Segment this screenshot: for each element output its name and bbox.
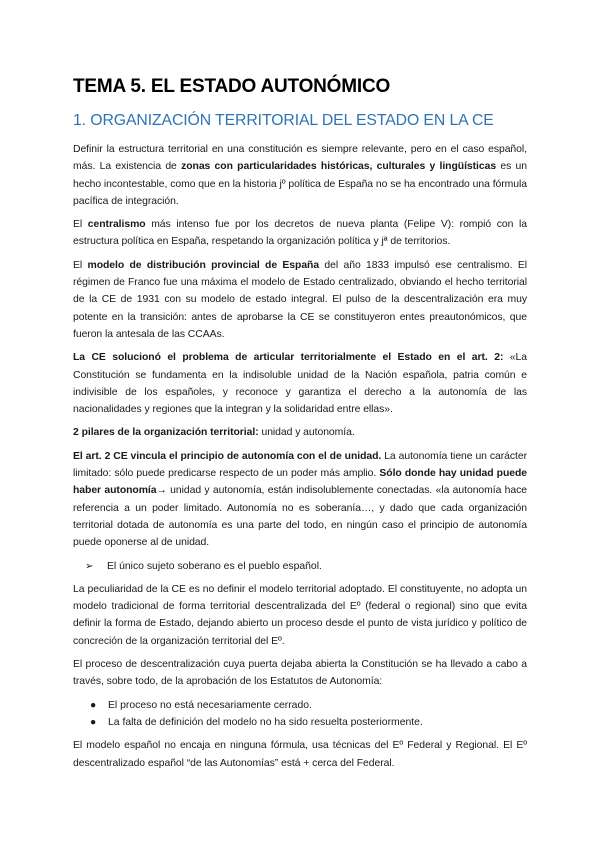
section-heading: 1. ORGANIZACIÓN TERRITORIAL DEL ESTADO EN LA CE bbox=[73, 112, 494, 129]
bold-run: 2 pilares de la organización territorial: bbox=[73, 427, 259, 439]
page-title: TEMA 5. EL ESTADO AUTONÓMICO bbox=[73, 76, 391, 97]
text-run: más intenso fue por los decretos de nueva planta (Felipe V): rompió con la estructura política en España, respetando la organización política y jª de territorios. bbox=[73, 219, 527, 248]
list-item-text: La falta de definición del modelo no ha sido resuelta posteriormente. bbox=[108, 716, 423, 728]
bold-run: La CE solucionó el problema de articular territorialmente el Estado en el art. 2: bbox=[73, 352, 504, 364]
list-item-text: El único sujeto soberano es el pueblo español. bbox=[107, 560, 322, 572]
list-item bbox=[90, 697, 527, 714]
text-run: El bbox=[73, 259, 88, 271]
arrow-list bbox=[73, 558, 527, 575]
bold-run: centralismo bbox=[87, 219, 146, 231]
bullet-list bbox=[73, 697, 527, 732]
bold-run: modelo de distribución provincial de España bbox=[87, 259, 320, 271]
text-run: El bbox=[73, 219, 88, 231]
paragraph-proceso: El proceso de descentralización cuya puerta dejaba abierta la Constitución se ha llevado a cabo a través, sobre todo, de la aprobación de los Estatutos de Autonomía: bbox=[73, 659, 527, 688]
list-item bbox=[85, 558, 527, 575]
bold-run: El art. 2 CE vincula el principio de autonomía con el de unidad. bbox=[73, 450, 382, 462]
bullet-icon: ● bbox=[90, 716, 97, 728]
bold-run: zonas con particularidades históricas, culturales y lingüísticas bbox=[181, 161, 497, 173]
text-run: unidad y autonomía. bbox=[258, 427, 355, 439]
paragraph-modelo-espanol: El modelo español no encaja en ninguna fórmula, usa técnicas del Eº Federal y Regional. El Eº descentralizado español “de las Autonomías” está + cerca del Federal. bbox=[73, 740, 527, 769]
text-run: del año 1833 impulsó ese centralismo. El régimen de Franco fue una máxima el modelo de Estado centralizado, obviando el hecho territorial de la CE de 1931 con su modelo de estado integral. El pulso de la descentralización era muy potente en la transición: antes de aprobarse la CE se constituyeron entes preautonómicos, que fueron la antesala de las CCAAs. bbox=[73, 259, 527, 340]
list-item bbox=[90, 714, 527, 731]
paragraph-intro bbox=[73, 141, 527, 210]
bullet-icon: ● bbox=[90, 699, 97, 711]
list-item-text: El proceso no está necesariamente cerrado. bbox=[108, 699, 312, 711]
document-page bbox=[73, 74, 527, 778]
text-run: es un hecho incontestable, como que en la historia jº política de España no se ha encontrado una fórmula pacífica de integración. bbox=[73, 161, 527, 207]
paragraph-centralismo bbox=[73, 216, 527, 251]
text-run: La autonomía tiene un carácter limitado: sólo puede predicarse respecto de un poder más amplio. bbox=[73, 450, 527, 480]
arrow-bullet-icon: ➢ bbox=[85, 560, 94, 572]
paragraph-peculiaridad: La peculiaridad de la CE es no definir el modelo territorial adoptado. El constituyente, no adopta un modelo tradicional de forma territorial descentralizada del Eº (federal o regional) sino que evita definir la forma de Estado, dejando abierto un proceso desde el punto de vista jurídico y político de concreción de la organización territorial del Eº. bbox=[73, 583, 527, 647]
text-run: Definir la estructura territorial en una constitución es siempre relevante, pero en el caso español, más. La existencia de bbox=[73, 144, 527, 173]
text-run: «La Constitución se fundamenta en la indisoluble unidad de la Nación española, patria común e indivisible de los españoles, y reconoce y garantiza el derecho a la autonomía de las nacionalidades y regiones que la integran y la solidaridad entre ellas». bbox=[73, 352, 527, 416]
paragraph-autonomia-unidad bbox=[73, 448, 527, 552]
text-run: → unidad y autonomía, están indisolublemente conectadas. «la autonomía hace referencia a un poder limitado. Autonomía no es soberanía…, y dado que cada organización territorial dotada de autonomía es una parte del todo, en ningún caso el principio de autonomía puede oponerse al de unidad. bbox=[73, 485, 527, 549]
bold-run: Sólo donde hay unidad puede haber autonomía bbox=[73, 468, 527, 497]
paragraph-modelo-provincial bbox=[73, 257, 527, 343]
paragraph-art2 bbox=[73, 349, 527, 418]
paragraph-pilares bbox=[73, 424, 527, 441]
